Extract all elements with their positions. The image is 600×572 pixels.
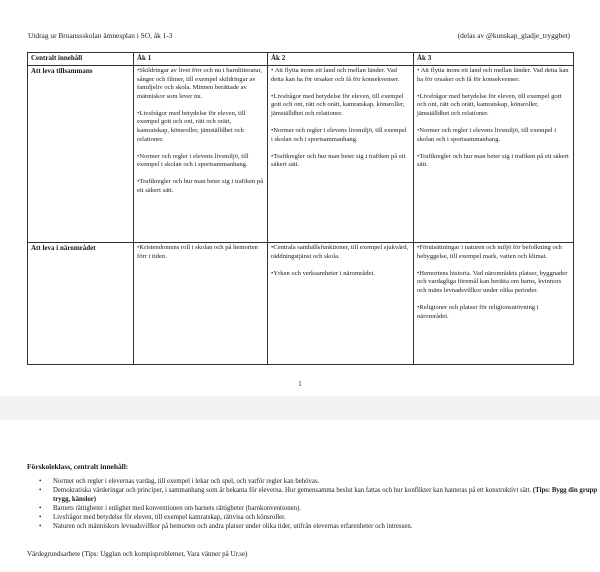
content-item: •Kristendomens roll i skolan och på hemorten förr i tiden. (137, 244, 258, 260)
row-heading: Att leva i närområdet (28, 243, 134, 365)
content-item: •Trafikregler och hur man beter sig i trafiken på ett säkert sätt. (137, 178, 264, 195)
content-item: •Livsfrågor med betydelse för eleven, till exempel gott och ont, rätt och orätt, kamratskap, könsroller, jämställdhet och relationer. (137, 109, 246, 143)
section-title: Förskoleklass, centralt innehåll: (27, 462, 129, 471)
table-cell (134, 66, 268, 243)
list-item-text: Naturen och människors levnadsvillkor på hemorten och andra platser under olika tider, utifrån elevernas erfarenheter och intressen. (53, 522, 413, 530)
page-separator (0, 396, 600, 420)
table-cell (414, 66, 574, 243)
curriculum-table (27, 52, 574, 365)
table-cell (134, 243, 268, 365)
list-item-text: Normer och regler i elevernas vardag, till exempel i lekar och spel, och varför regler kan behövas. (53, 478, 320, 485)
table-header-row (28, 53, 574, 66)
content-item: •Normer och regler i elevens livsmiljö, till exempel i skolan och i sportsammanhang. (271, 126, 407, 143)
list-item (53, 505, 598, 514)
content-item: •Yrken och verksamheter i närområdet. (271, 269, 375, 277)
content-item: •Trafikregler och hur man beter sig i trafiken på ett säkert sätt. (271, 152, 406, 169)
row-heading: Att leva tillsammans (28, 66, 134, 243)
list-item (53, 523, 598, 532)
column-header: Åk 2 (268, 53, 414, 66)
content-item: •Hemortens historia. Vad närområdets platser, byggnader och vardagliga föremål kan berätta om barns, kvinnors och mäns levnadsvillkor under olika perioder. (417, 269, 568, 294)
table-row (28, 243, 574, 365)
content-item: • Att flytta inom ett land och mellan länder. Vad detta kan ha för orsaker och få för konsekvenser. (417, 67, 569, 83)
document-source-header: Utdrag ur Bruanssskolan ämnesplan i SO, åk 1-3 (28, 31, 173, 40)
column-header: Åk 3 (414, 53, 574, 66)
column-header: Åk 1 (134, 53, 268, 66)
shared-by-credit: (delas av @kunskap_gladje_tryggbet) (457, 31, 570, 40)
content-item: •Förutsättningar i naturen och miljö för befolkning och bebyggelse, till exempel mark, vatten och klimat. (417, 244, 562, 260)
content-item: •Livsfrågor med betydelse för eleven, till exempel gott och ont, rätt och orätt, kamratskap, könsroller, jämställdhet och relationer. (271, 92, 405, 117)
content-item: •Trafikregler och hur man beter sig i trafiken på ett säkert sätt. (417, 152, 569, 169)
content-item: •Normer och regler i elevens livsmiljö, till exempel i skolan och i sportsammanhang. (417, 126, 557, 143)
list-item-text: Barnets rättigheter i enlighet med konventionen om barnets rättigheter (barnkonventionen). (53, 504, 302, 512)
values-work-note: Värdegrundsarbete (Tips: Ugglan och kompisproblemet, Vara vänner på Ur.se) (27, 550, 248, 558)
table-row (28, 66, 574, 243)
tip-inline: (Tips: Bygg din grupp trygg, känslor) (53, 486, 598, 503)
list-item-text: Demokratiska värderingar och principer, i sammanhang som är bekanta för eleverna. Hur gemensamma beslut kan fattas och hur konflikter kan hanteras på ett konstruktivt sätt. (53, 486, 532, 494)
table-cell (414, 243, 574, 365)
list-item (53, 487, 598, 505)
list-item (53, 478, 598, 487)
content-item: • Att flytta inom ett land och mellan länder. Vad detta kan ha för orsaker och få för konsekvenser. (271, 67, 400, 83)
content-item: •Skildringar av livet förr och nu i barnlitteratur, sånger och filmer, till exempel skildringar av familjeliv och skola. Minnen berättade av människor som lever nu. (137, 67, 263, 100)
content-list (28, 478, 598, 531)
document-page-2 (0, 420, 600, 572)
list-item (53, 514, 598, 523)
content-item: •Normer och regler i elevens livsmiljö, till exempel i skolan och i sportsammanhang. (137, 152, 249, 169)
page-number: 1 (298, 380, 302, 388)
table-cell (268, 243, 414, 365)
content-item: •Livsfrågor med betydelse för eleven, till exempel gott och ont, rätt och orätt, kamratskap, könsroller, jämställdhet och relationer. (417, 92, 562, 117)
table-cell (268, 66, 414, 243)
list-item-text: Livsfrågor med betydelse för eleven, till exempel kamratskap, rättvisa och könsroller. (53, 513, 286, 521)
content-item: •Centrala samhällsfunktioner, till exempel sjukvård, räddningstjänst och skola. (271, 244, 409, 260)
column-header: Centralt innehåll (28, 53, 134, 66)
content-item: •Religioner och platser för religionsutövning i närområdet. (417, 303, 539, 320)
